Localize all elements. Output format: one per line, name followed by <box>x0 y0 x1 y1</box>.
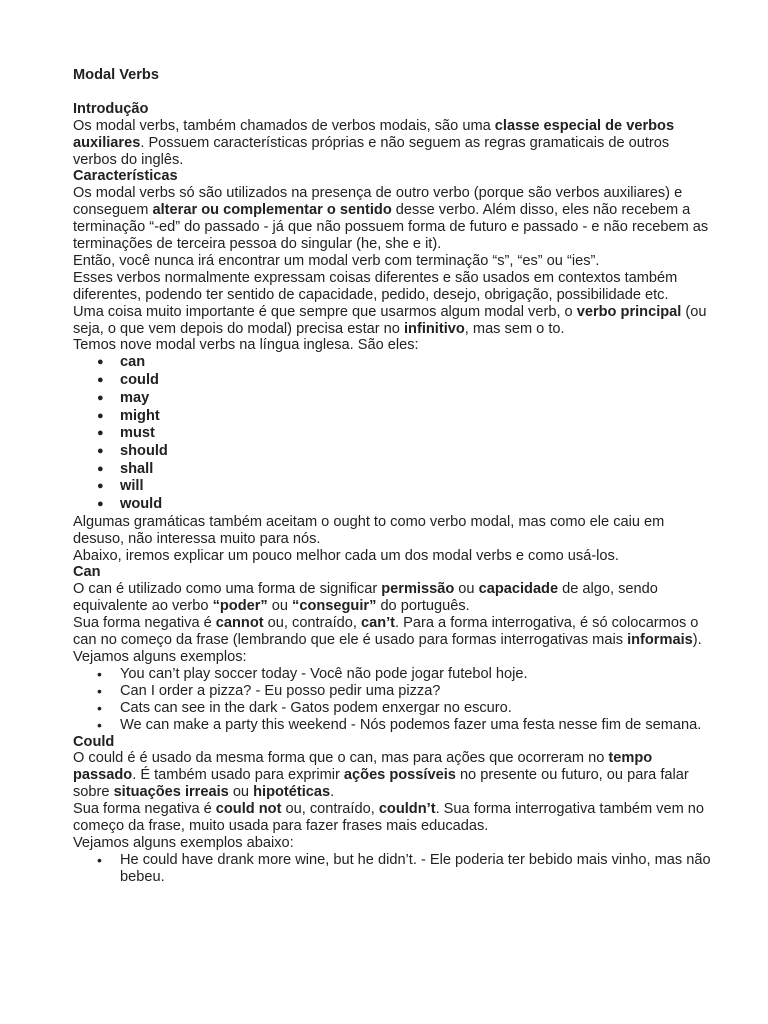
list-item <box>73 390 713 408</box>
bullet-icon: ● <box>97 409 104 422</box>
list-item <box>73 443 713 461</box>
list-item-label: shall <box>120 460 154 477</box>
paragraph: Esses verbos normalmente expressam coisas diferentes e são usados em contextos também diferentes, podendo ter sentido de capacidade, pedido, desejo, obrigação, possibilidade etc. <box>73 269 678 303</box>
list-item-label: He could have drank more wine, but he didn’t. - Ele poderia ter bebido mais vinho, mas não bebeu. <box>120 851 711 885</box>
text-run: . <box>330 784 335 801</box>
could-examples-list <box>73 852 713 886</box>
could-heading: Could <box>73 733 115 750</box>
characteristics-heading: Características <box>73 168 178 185</box>
text-run: Os modal verbs só são utilizados na presença de outro verbo (porque são verbos auxiliares) e conseguem <box>73 185 683 219</box>
bold-run: cannot <box>215 615 264 632</box>
list-item-label: should <box>120 442 168 459</box>
text-run: , mas sem o to. <box>464 320 565 337</box>
list-item <box>73 372 713 390</box>
bold-run: alterar ou complementar o sentido <box>152 202 392 219</box>
paragraph: Vejamos alguns exemplos: <box>73 648 247 665</box>
list-item-label: must <box>120 425 155 442</box>
text-run: ou <box>228 784 254 801</box>
text-run: ou <box>267 598 293 615</box>
can-examples-list <box>73 666 713 734</box>
list-item <box>73 425 713 443</box>
bold-run: couldn’t <box>378 801 436 818</box>
bullet-icon: ● <box>97 374 104 387</box>
paragraph <box>73 801 713 835</box>
bold-run: tempo passado <box>73 750 653 784</box>
list-item-label: will <box>120 478 144 495</box>
list-item <box>73 408 713 426</box>
paragraph <box>73 581 713 615</box>
bold-run: infinitivo <box>403 320 465 337</box>
bullet-icon: ● <box>97 391 104 404</box>
intro-paragraph <box>73 118 713 169</box>
text-run: . Para a forma interrogativa, é só colocarmos o can no começo da frase (lembrando que ele é usado para formas interrogativas mais <box>73 615 699 649</box>
can-heading: Can <box>73 564 101 581</box>
text-run: . É também usado para exprimir <box>132 767 344 784</box>
list-item-label: would <box>120 496 163 513</box>
text-run: ou, contraído, <box>263 615 361 632</box>
bold-run: permissão <box>381 581 455 598</box>
text-run: ). <box>692 632 702 649</box>
paragraph <box>73 615 713 649</box>
list-item-label: can <box>120 354 146 371</box>
paragraph <box>73 304 713 338</box>
bullet-icon: ● <box>97 356 104 369</box>
paragraph: Então, você nunca irá encontrar um modal verb com terminação “s”, “es” ou “ies”. <box>73 252 600 269</box>
list-item <box>73 717 713 734</box>
paragraph: Abaixo, iremos explicar um pouco melhor cada um dos modal verbs e como usá-los. <box>73 547 619 564</box>
text-run: de algo, sendo equivalente ao verbo <box>73 581 658 615</box>
bullet-icon: • <box>97 716 102 733</box>
list-item-label: could <box>120 372 159 389</box>
document-title: Modal Verbs <box>73 67 159 83</box>
bullet-icon: ● <box>97 498 104 511</box>
text-run: (ou seja, o que vem depois do modal) precisa estar no <box>73 303 707 337</box>
list-item <box>73 683 713 700</box>
bullet-icon: ● <box>97 427 104 440</box>
list-item <box>73 478 713 496</box>
text-run: . Sua forma interrogativa também vem no começo da frase, muito usada para fazer frases mais educadas. <box>73 801 705 835</box>
bold-run: hipotéticas <box>253 784 331 801</box>
text-run: . Possuem características próprias e não seguem as regras gramaticais de outros verbos do inglês. <box>73 134 670 168</box>
list-item <box>73 666 713 683</box>
bullet-icon: • <box>97 682 102 699</box>
paragraph: Algumas gramáticas também aceitam o ought to como verbo modal, mas como ele caiu em desuso, não interessa muito para nós. <box>73 513 665 547</box>
text-run: Os modal verbs, também chamados de verbos modais, são uma <box>73 117 495 134</box>
bold-run: could not <box>215 801 282 818</box>
bold-run: capacidade <box>478 581 559 598</box>
text-run: Sua forma negativa é <box>73 615 216 632</box>
paragraph: Temos nove modal verbs na língua inglesa. São eles: <box>73 337 419 354</box>
paragraph <box>73 750 713 801</box>
bold-run: ações possíveis <box>343 767 456 784</box>
text-run: desse verbo. Além disso, eles não recebem a terminação “-ed” do passado - já que não possuem forma de futuro e passado - e não recebem as terminações de terceira pessoa do singular (he, she e it). <box>73 202 709 253</box>
bold-run: informais <box>627 632 693 649</box>
list-item <box>73 354 713 372</box>
list-item-label: You can’t play soccer today - Você não pode jogar futebol hoje. <box>120 665 528 682</box>
text-run: do português. <box>376 598 470 615</box>
list-item-label: Can I order a pizza? - Eu posso pedir uma pizza? <box>120 682 441 699</box>
paragraph: Vejamos alguns exemplos abaixo: <box>73 834 294 851</box>
text-run: Uma coisa muito importante é que sempre que usarmos algum modal verb, o <box>73 303 577 320</box>
modal-verbs-list <box>73 354 713 513</box>
bullet-icon: • <box>97 665 102 682</box>
text-run: ou, contraído, <box>281 801 379 818</box>
bullet-icon: ● <box>97 462 104 475</box>
document-page <box>73 67 713 886</box>
list-item-label: Cats can see in the dark - Gatos podem enxergar no escuro. <box>120 699 512 716</box>
characteristics-paragraph <box>73 185 713 253</box>
list-item <box>73 461 713 479</box>
bullet-icon: • <box>97 851 102 868</box>
list-item-label: may <box>120 389 150 406</box>
bold-run: situações irreais <box>113 784 229 801</box>
list-item <box>73 852 713 886</box>
bullet-icon: ● <box>97 480 104 493</box>
text-run: Sua forma negativa é <box>73 801 216 818</box>
bold-run: can’t <box>360 615 396 632</box>
text-run: O could é é usado da mesma forma que o can, mas para ações que ocorreram no <box>73 750 609 767</box>
text-run: ou <box>454 581 479 598</box>
bullet-icon: ● <box>97 444 104 457</box>
text-run: O can é utilizado como uma forma de significar <box>73 581 382 598</box>
list-item-label: We can make a party this weekend - Nós podemos fazer uma festa nesse fim de semana. <box>120 716 702 733</box>
bold-run: classe especial de verbos auxiliares <box>73 117 675 151</box>
text-run: no presente ou futuro, ou para falar sobre <box>73 767 689 801</box>
bullet-icon: • <box>97 699 102 716</box>
list-item-label: might <box>120 407 160 424</box>
list-item <box>73 496 713 514</box>
bold-run: verbo principal <box>576 303 682 320</box>
bold-run: “conseguir” <box>292 598 377 615</box>
bold-run: “poder” <box>212 598 268 615</box>
intro-heading: Introdução <box>73 100 149 117</box>
list-item <box>73 700 713 717</box>
